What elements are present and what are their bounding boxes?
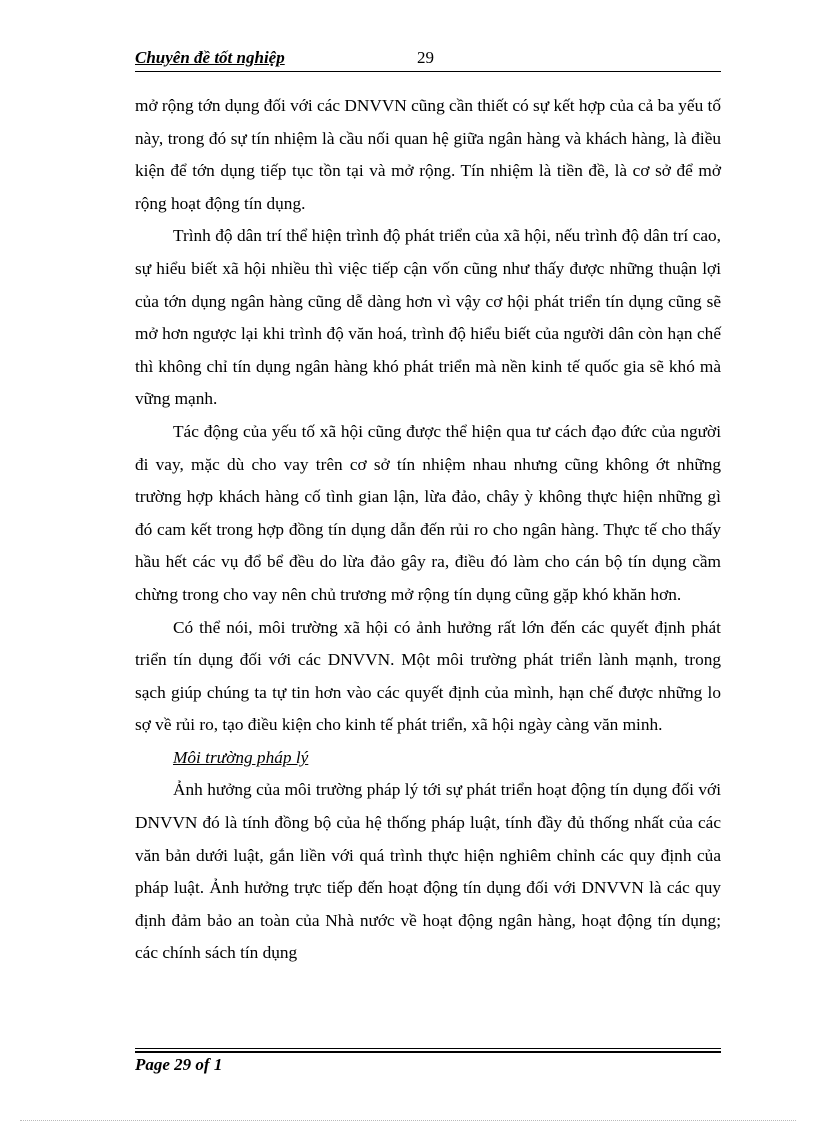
paragraph: Có thể nói, môi trường xã hội có ảnh hưởng rất lớn đến các quyết định phát triển tín dụng đối với các DNVVN. Một môi trường phát triển lành mạnh, trong sạch giúp chúng ta tự tin hơn vào các quyết định của mình, hạn chế được những lo sợ về rủi ro, tạo điều kiện cho kinh tế phát triển, xã hội ngày càng văn minh. xyxy=(135,617,721,735)
page-footer: Page 29 of 1 xyxy=(135,1055,223,1074)
footer-rule xyxy=(135,1048,721,1049)
header-page-number: 29 xyxy=(417,48,434,67)
header-rule xyxy=(135,71,721,72)
page-header xyxy=(135,48,721,72)
paragraph: Trình độ dân trí thể hiện trình độ phát triển của xã hội, nếu trình độ dân trí cao, sự hiểu biết xã hội nhiều thì việc tiếp cận vốn cũng như thấy được những thuận lợi của tớn dụng ngân hàng cũng dễ dàng hơn vì vậy cơ hội phát triển tín dụng cũng sẽ mở hơn ngược lại khi trình độ văn hoá, trình độ hiểu biết của người dân còn hạn chế thì không chỉ tín dụng ngân hàng khó phát triển mà nền kinh tế quốc gia sẽ khó mà vững mạnh. xyxy=(135,226,721,409)
footer-rule xyxy=(135,1051,721,1053)
document-body xyxy=(135,90,721,970)
page-edge xyxy=(20,1120,796,1121)
document-title: Chuyên đề tốt nghiệp xyxy=(135,48,285,67)
paragraph: Ảnh hưởng của môi trường pháp lý tới sự phát triển hoạt động tín dụng đối với DNVVN đó là tính đồng bộ của hệ thống pháp luật, tính đầy đủ thống nhất của các văn bản dưới luật, gắn liền với quá trình thực hiện nghiêm chỉnh các quy định của pháp luật. Ảnh hưởng trực tiếp đến hoạt động tín dụng đối với DNVVN là các quy định đảm bảo an toàn của Nhà nước về hoạt động ngân hàng, hoạt động tín dụng; các chính sách tín dụng xyxy=(135,780,721,963)
section-subheading: Môi trường pháp lý xyxy=(173,747,309,767)
paragraph: Tác động của yếu tố xã hội cũng được thể hiện qua tư cách đạo đức của người đi vay, mặc dù cho vay trên cơ sở tín nhiệm nhau nhưng cũng không ớt những trường hợp khách hàng cố tình gian lận, lừa đảo, chây ỳ không thực hiện những gì đó cam kết trong hợp đồng tín dụng dẫn đến rủi ro cho ngân hàng. Thực tế cho thấy hầu hết các vụ đổ bể đều do lừa đảo gây ra, điều đó làm cho cán bộ tín dụng cầm chừng trong cho vay nên chủ trương mở rộng tín dụng cũng gặp khó khăn hơn. xyxy=(135,421,721,604)
paragraph: mở rộng tớn dụng đối với các DNVVN cũng cần thiết có sự kết hợp của cả ba yếu tố này, trong đó sự tín nhiệm là cầu nối quan hệ giữa ngân hàng và khách hàng, là điều kiện để tớn dụng tiếp tục tồn tại và mở rộng. Tín nhiệm là tiền đề, là cơ sở để mở rộng hoạt động tín dụng. xyxy=(135,96,721,213)
